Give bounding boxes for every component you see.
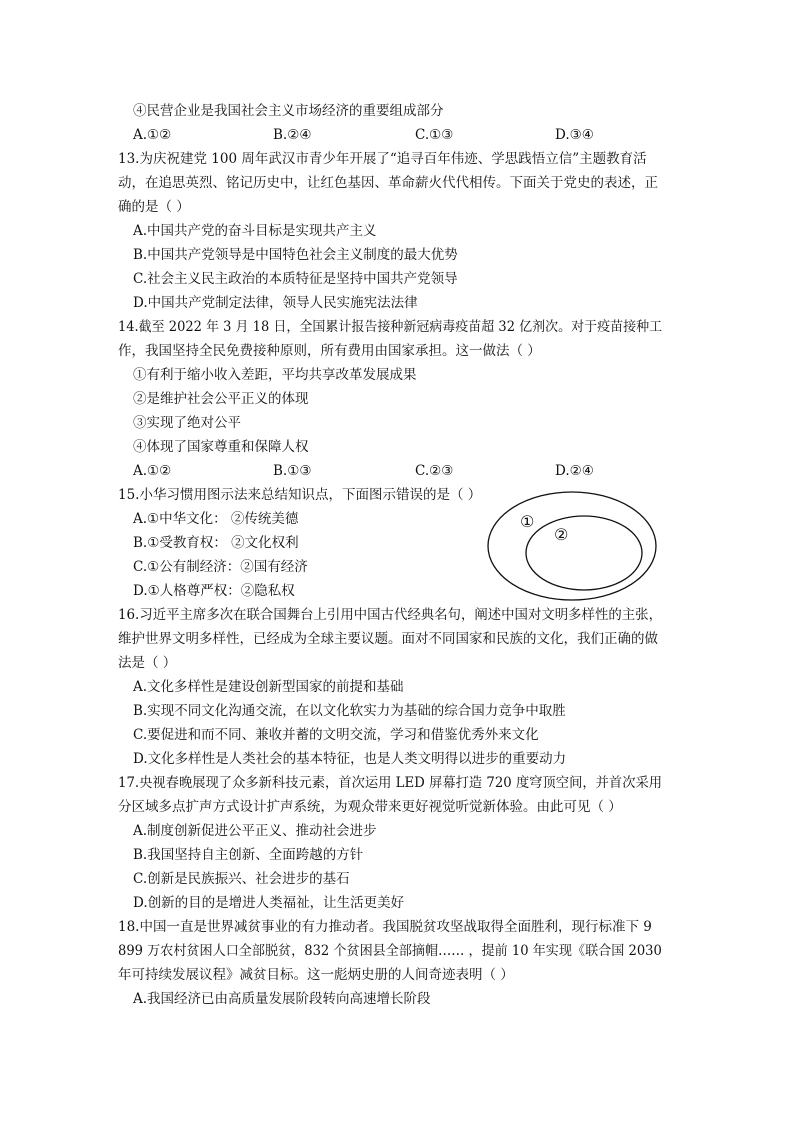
- inner-ellipse: [526, 516, 642, 590]
- q17-option-c: C.创新是民族振兴、社会进步的基石: [133, 871, 350, 887]
- q17-option-b: B.我国坚持自主创新、全面跨越的方针: [133, 847, 364, 863]
- q14-option-c: C.②③: [415, 463, 454, 479]
- q13-stem-line-1: 13.为庆祝建党 100 周年武汉市青少年开展了“追寻百年伟迹、学思践悟立信”主题教育活: [118, 151, 647, 167]
- q16-option-c: C.要促进和而不同、兼收并蓄的文明交流，学习和借鉴优秀外来文化: [133, 727, 539, 743]
- q13-option-d: D.中国共产党制定法律，领导人民实施宪法法律: [133, 295, 418, 311]
- q16-option-a: A.文化多样性是建设创新型国家的前提和基础: [133, 679, 404, 695]
- nested-circles-diagram: [486, 489, 658, 603]
- q14-options: [133, 462, 613, 480]
- q15-option-d: D.①人格尊严权：②隐私权: [133, 583, 295, 599]
- inner-label: ②: [554, 525, 569, 544]
- q15-option-b: B.①受教育权： ②文化权利: [133, 535, 299, 551]
- q14-option-a: A.①②: [133, 463, 172, 479]
- q16-option-d: D.文化多样性是人类社会的基本特征，也是人类文明得以进步的重要动力: [133, 751, 567, 767]
- q15-option-c: C.①公有制经济：②国有经济: [133, 559, 308, 575]
- q17-option-d: D.创新的目的是增进人类福祉，让生活更美好: [133, 895, 405, 911]
- q14-statement-4: ④体现了国家尊重和保障人权: [133, 439, 309, 455]
- q17-option-a: A.制度创新促进公平正义、推动社会进步: [133, 823, 377, 839]
- q14-statement-3: ③实现了绝对公平: [133, 415, 241, 431]
- q13-stem-line-3: 确的是（ ）: [118, 199, 190, 215]
- q12-option-b: B.②④: [273, 127, 312, 143]
- q13-stem-line-2: 动，在追思英烈、铭记历史中，让红色基因、革命薪火代代相传。下面关于党史的表述，正: [118, 175, 658, 191]
- q18-option-a: A.我国经济已由高质量发展阶段转向高速增长阶段: [133, 991, 431, 1007]
- q15-stem: 15.小华习惯用图示法来总结知识点，下面图示错误的是（ ）: [118, 487, 482, 503]
- q12-option-a: A.①②: [133, 127, 172, 143]
- q17-stem-line-1: 17.央视春晚展现了众多新科技元素，首次运用 LED 屏幕打造 720 度穹顶空间，并首次采用: [118, 775, 663, 791]
- q14-statement-1: ①有利于缩小收入差距，平均共享改革发展成果: [133, 367, 417, 383]
- q12-option-c: C.①③: [415, 127, 454, 143]
- q12-statement-4: ④民营企业是我国社会主义市场经济的重要组成部分: [133, 103, 444, 119]
- q13-option-a: A.中国共产党的奋斗目标是实现共产主义: [133, 223, 377, 239]
- q16-option-b: B.实现不同文化沟通交流，在以文化软实力为基础的综合国力竞争中取胜: [133, 703, 566, 719]
- q13-option-c: C.社会主义民主政治的本质特征是坚持中国共产党领导: [133, 271, 458, 287]
- outer-ellipse: [488, 492, 656, 600]
- q16-stem-line-1: 16.习近平主席多次在联合国舞台上引用中国古代经典名句，阐述中国对文明多样性的主张，: [118, 607, 662, 623]
- q13-option-b: B.中国共产党领导是中国特色社会主义制度的最大优势: [133, 247, 458, 263]
- outer-label: ①: [520, 512, 535, 531]
- q16-stem-line-2: 维护世界文明多样性，已经成为全球主要议题。面对不同国家和民族的文化，我们正确的做: [118, 631, 658, 647]
- q18-stem-line-2: 899 万农村贫困人口全部脱贫，832 个贫困县全部摘帽…… ，提前 10 年实现《联合国 2030: [118, 943, 662, 959]
- q18-stem-line-1: 18.中国一直是世界减贫事业的有力推动者。我国脱贫攻坚战取得全面胜利，现行标准下 9: [118, 919, 652, 935]
- q17-stem-line-2: 分区域多点扩声方式设计扩声系统，为观众带来更好视觉听觉新体验。由此可见（ ）: [118, 799, 622, 815]
- q14-statement-2: ②是维护社会公平正义的体现: [133, 391, 309, 407]
- q14-option-d: D.②④: [555, 463, 594, 479]
- q14-stem-line-1: 14.截至 2022 年 3 月 18 日，全国累计报告接种新冠病毒疫苗超 32 亿剂次。对于疫苗接种工: [118, 319, 663, 335]
- q12-options: [133, 126, 613, 144]
- q14-option-b: B.①③: [273, 463, 312, 479]
- q16-stem-line-3: 法是（ ）: [118, 655, 177, 671]
- q12-option-d: D.③④: [555, 127, 594, 143]
- q15-option-a: A.①中华文化： ②传统美德: [133, 511, 299, 527]
- q18-stem-line-3: 年可持续发展议程》减贫目标。这一彪炳史册的人间奇迹表明（ ）: [118, 967, 514, 983]
- q14-stem-line-2: 作，我国坚持全民免费接种原则，所有费用由国家承担。这一做法（ ）: [118, 343, 541, 359]
